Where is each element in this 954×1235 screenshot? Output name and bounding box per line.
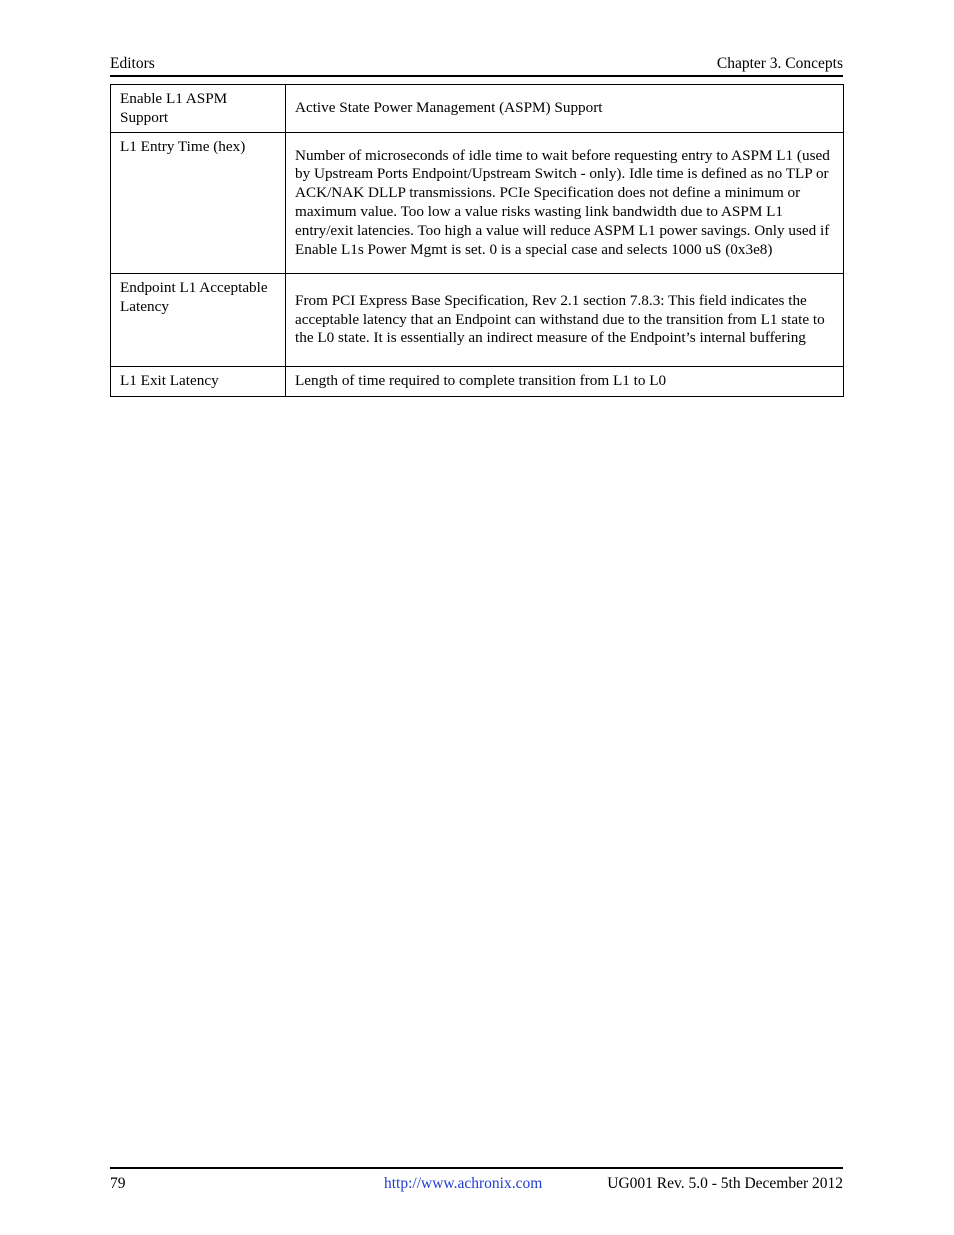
header-section-title: Editors — [110, 55, 155, 72]
page-footer — [110, 1167, 843, 1195]
parameter-description: From PCI Express Base Specification, Rev 2.1 section 7.8.3: This field indicates the acceptable latency that an Endpoint can withstand due to the transition from L1 state to the L0 state. It is essentially an indirect measure of the Endpoint’s internal buffering — [286, 274, 844, 367]
parameter-name: L1 Exit Latency — [111, 367, 286, 397]
table-row — [111, 274, 844, 367]
table-row — [111, 133, 844, 274]
page-header — [110, 53, 843, 77]
parameter-description: Length of time required to complete transition from L1 to L0 — [286, 367, 844, 397]
parameter-name: Endpoint L1 Acceptable Latency — [111, 274, 286, 367]
table-row — [111, 85, 844, 133]
parameter-name: Enable L1 ASPM Support — [111, 85, 286, 133]
website-link[interactable]: http://www.achronix.com — [384, 1175, 543, 1192]
parameter-name: L1 Entry Time (hex) — [111, 133, 286, 274]
parameter-description: Active State Power Management (ASPM) Support — [286, 85, 844, 133]
table-row — [111, 367, 844, 397]
parameter-description: Number of microseconds of idle time to wait before requesting entry to ASPM L1 (used by Upstream Ports Endpoint/Upstream Switch - only). Idle time is defined as no TLP or ACK/NAK DLLP transmissions. PCIe Specification does not define a minimum or maximum value. Too low a value risks wasting link bandwidth due to ASPM L1 entry/exit latencies. Too high a value will reduce ASPM L1 power savings. Only used if Enable L1s Power Mgmt is set. 0 is a special case and selects 1000 uS (0x3e8) — [286, 133, 844, 274]
parameter-table — [110, 84, 844, 397]
page-number: 79 — [110, 1175, 126, 1192]
document-id: UG001 Rev. 5.0 - 5th December 2012 — [607, 1175, 843, 1192]
header-chapter-title: Chapter 3. Concepts — [716, 55, 843, 72]
